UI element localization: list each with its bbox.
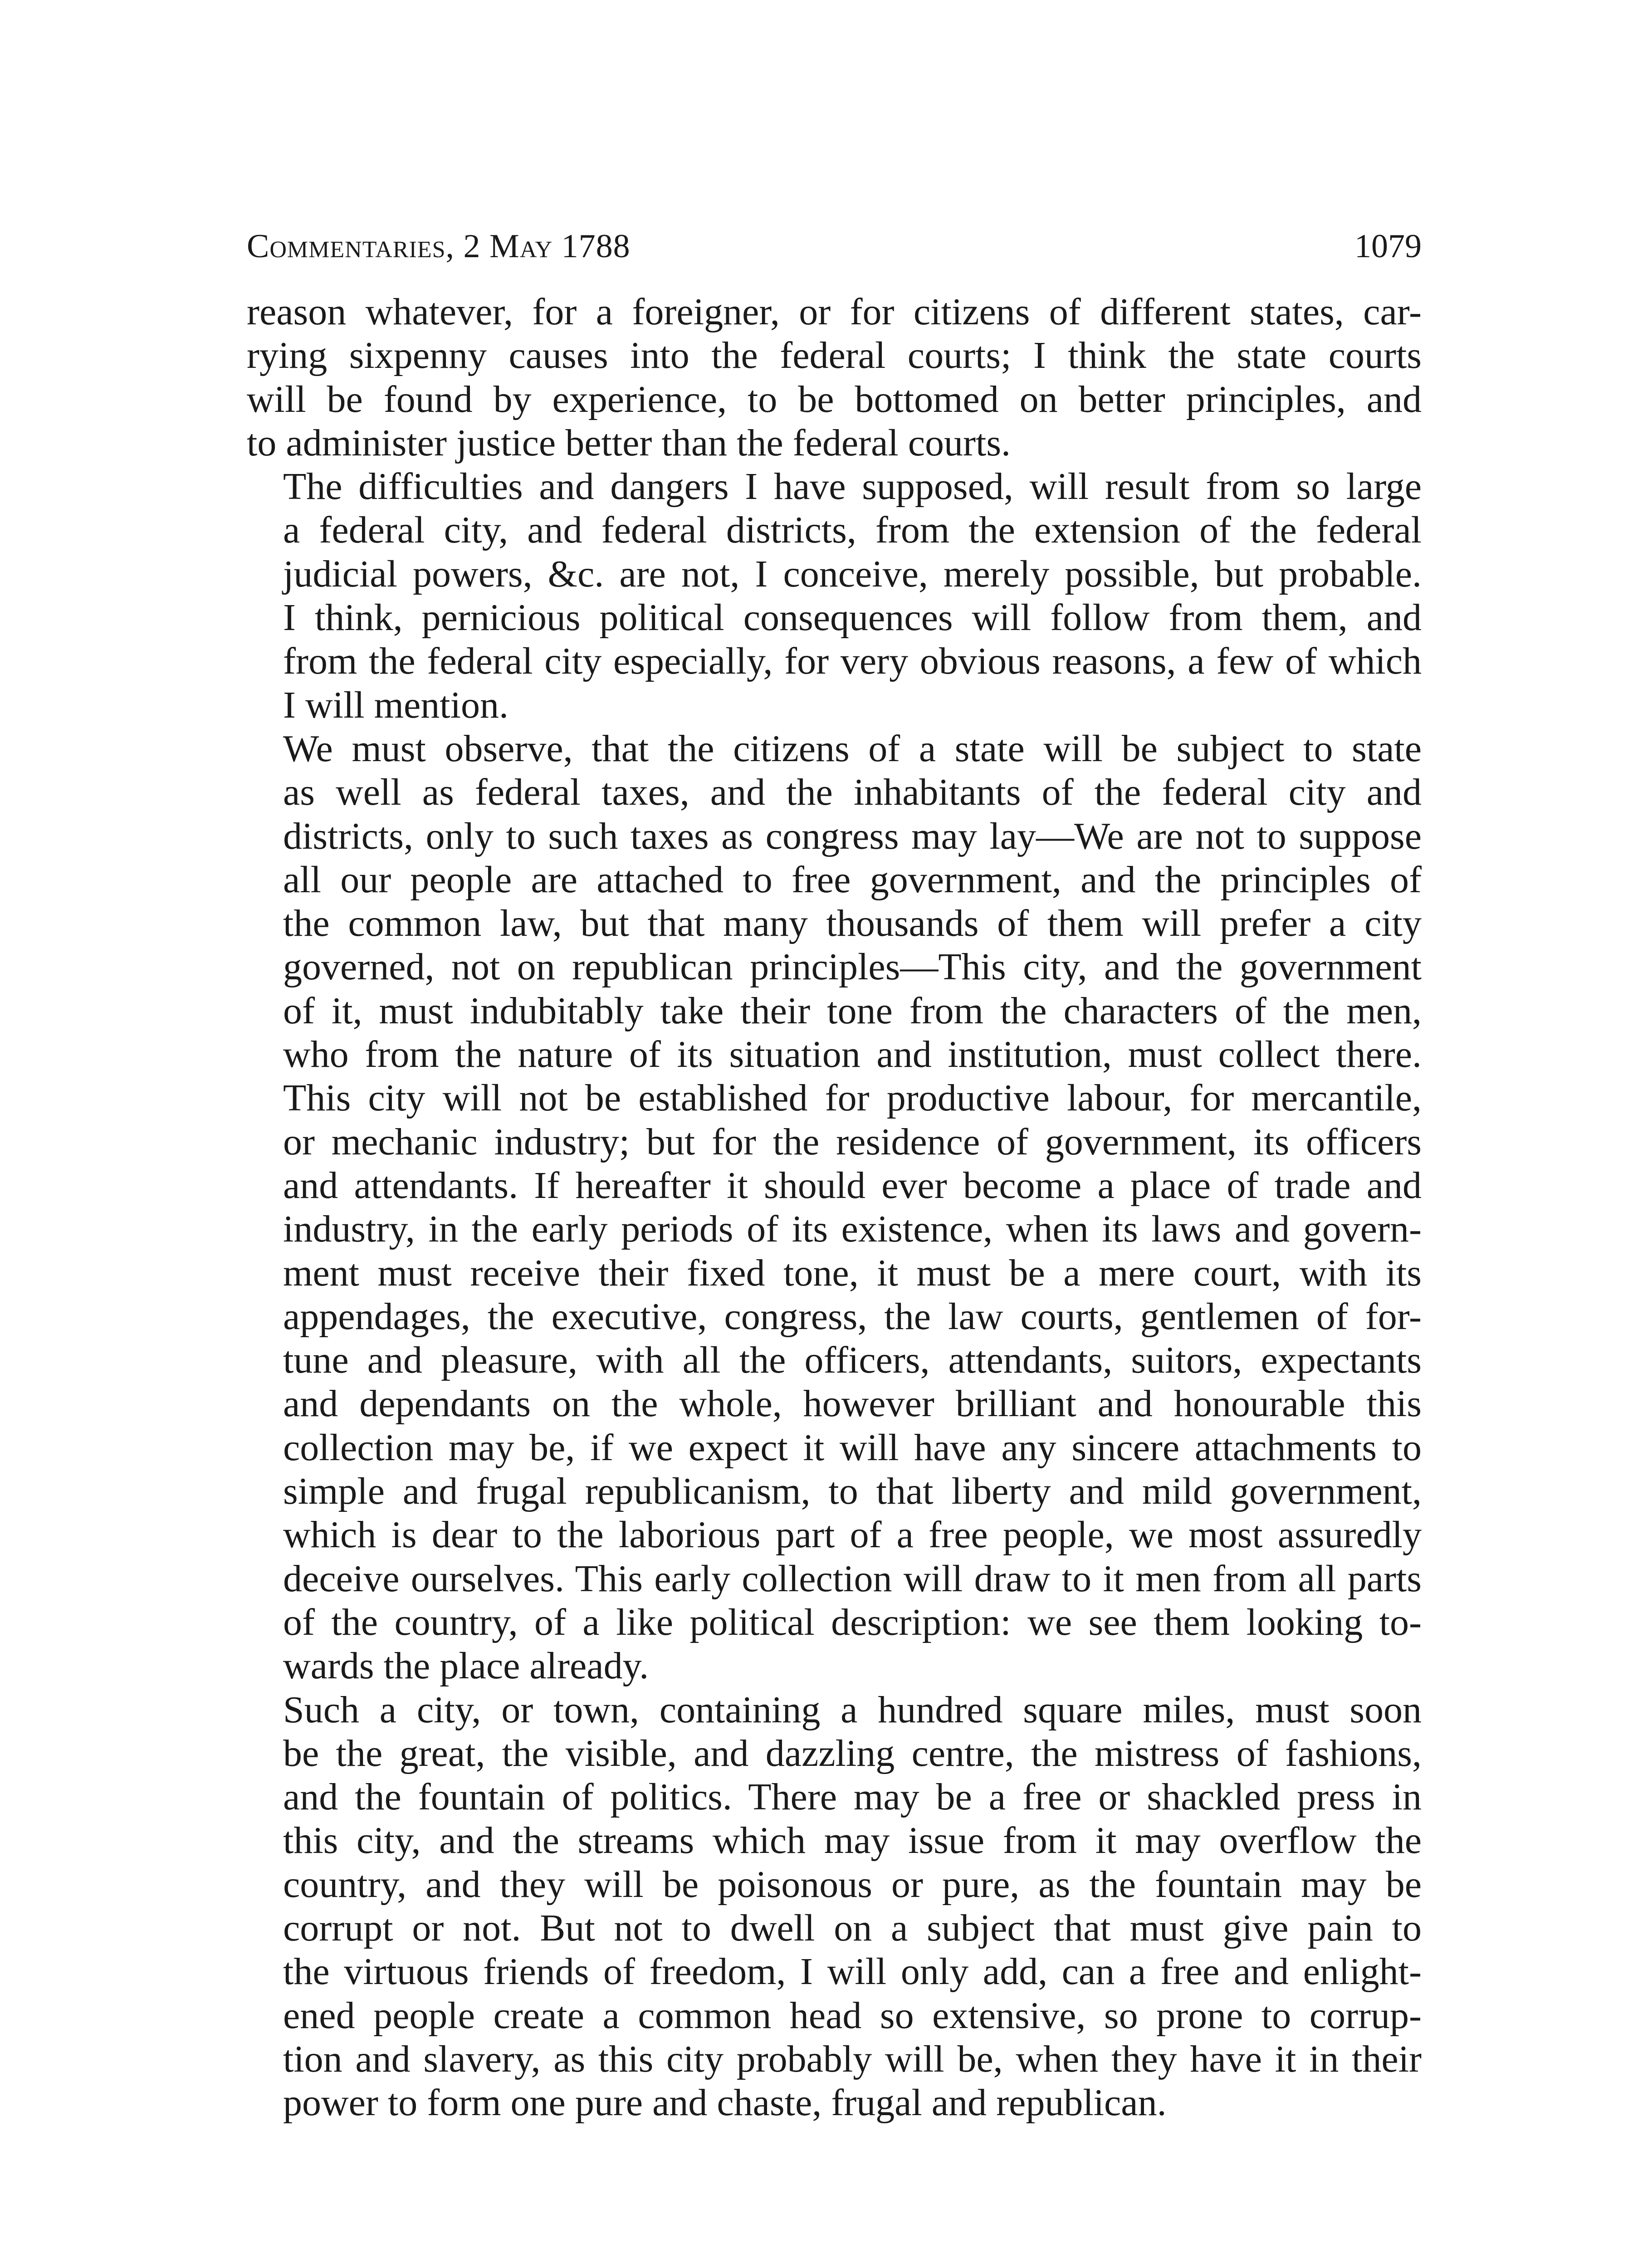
text-line: or mechanic industry; but for the residence of government, its officers [283,1120,1422,1163]
text-line: I will mention. [283,684,508,726]
text-line: power to form one pure and chaste, frugal and republican. [283,2082,1167,2124]
text-line: industry, in the early periods of its existence, when its laws and govern- [283,1208,1422,1251]
text-line: and the fountain of politics. There may be a free or shackled press in [283,1776,1422,1818]
text-line: wards the place already. [283,1645,649,1687]
text-line: and dependants on the whole, however brilliant and honourable this [283,1383,1422,1425]
text-line: a federal city, and federal districts, from the extension of the federal [283,509,1422,552]
text-line: simple and frugal republicanism, to that liberty and mild government, [283,1470,1422,1513]
text-line: country, and they will be poisonous or pure, as the fountain may be [283,1863,1422,1906]
text-line: and attendants. If hereafter it should ever become a place of trade and [283,1164,1422,1207]
running-head [247,221,1422,271]
text-line: rying sixpenny causes into the federal courts; I think the state courts [247,334,1422,377]
text-line: This city will not be established for productive labour, for mercantile, [283,1077,1422,1119]
text-line: of the country, of a like political description: we see them looking to- [283,1601,1422,1643]
page-number: 1079 [1354,228,1422,265]
text-line: this city, and the streams which may issue from it may overflow the [283,1819,1422,1862]
paragraph [247,465,1422,727]
text-line: tion and slavery, as this city probably will be, when they have it in their [283,2038,1422,2080]
text-line: corrupt or not. But not to dwell on a subject that must give pain to [283,1906,1422,1949]
text-line: the virtuous friends of freedom, I will only add, can a free and enlight- [283,1950,1422,1993]
text-line: Such a city, or town, containing a hundred square miles, must soon [283,1688,1422,1731]
text-line: reason whatever, for a foreigner, or for citizens of different states, car- [247,291,1422,333]
text-line: will be found by experience, to be bottomed on better principles, and [247,378,1422,420]
text-line: ment must receive their fixed tone, it must be a mere court, with its [283,1251,1422,1294]
text-line: tune and pleasure, with all the officers, attendants, suitors, expectants [283,1339,1422,1382]
text-line: districts, only to such taxes as congress may lay—We are not to suppose [283,815,1422,857]
text-line: appendages, the executive, congress, the law courts, gentlemen of for- [283,1295,1422,1338]
running-head-title: Commentaries, 2 May 1788 [247,228,631,265]
text-line: to administer justice better than the federal courts. [247,421,1011,464]
paragraph [247,290,1422,465]
text-line: The difficulties and dangers I have supposed, will result from so large [283,465,1422,508]
text-line: deceive ourselves. This early collection will draw to it men from all parts [283,1557,1422,1600]
paragraph [247,727,1422,1688]
text-line: as well as federal taxes, and the inhabitants of the federal city and [283,771,1422,814]
text-line: all our people are attached to free government, and the principles of [283,858,1422,901]
text-line: who from the nature of its situation and institution, must collect there. [283,1033,1422,1076]
text-line: I think, pernicious political consequences will follow from them, and [283,596,1422,639]
text-line: of it, must indubitably take their tone from the characters of the men, [283,989,1422,1032]
text-line: ened people create a common head so extensive, so prone to corrup- [283,1994,1422,2037]
body-text [247,290,1422,2125]
paragraph [247,1688,1422,2125]
text-line: judicial powers, &c. are not, I conceive, merely possible, but probable. [283,552,1422,595]
text-line: the common law, but that many thousands of them will prefer a city [283,902,1422,945]
text-line: from the federal city especially, for very obvious reasons, a few of which [283,640,1422,683]
text-line: We must observe, that the citizens of a state will be subject to state [283,727,1422,770]
text-line: collection may be, if we expect it will have any sincere attachments to [283,1426,1422,1469]
text-line: which is dear to the laborious part of a free people, we most assuredly [283,1514,1422,1556]
text-line: be the great, the visible, and dazzling centre, the mistress of fashions, [283,1732,1422,1774]
text-line: governed, not on republican principles—This city, and the government [283,946,1422,988]
